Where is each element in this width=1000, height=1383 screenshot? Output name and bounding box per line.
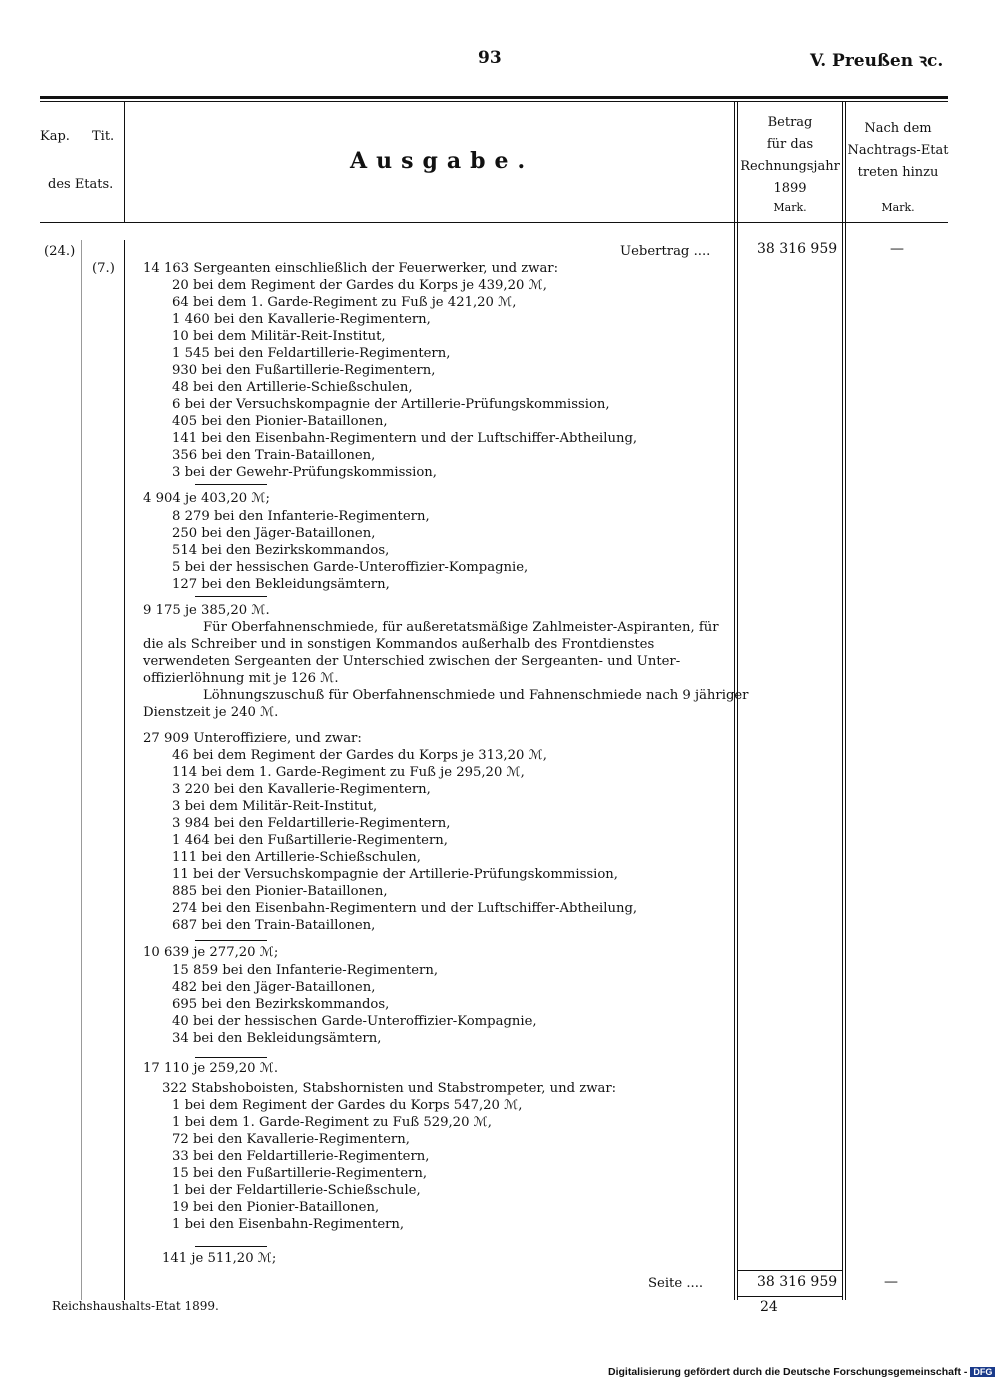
- header-des-etats: des Etats.: [48, 177, 114, 192]
- uebertrag-amount: 38 316 959: [757, 241, 838, 257]
- body-line: 46 bei dem Regiment der Gardes du Korps je 313,20 ℳ,: [172, 748, 547, 763]
- subtotal-rule-2: [195, 596, 267, 597]
- body-line: 141 je 511,20 ℳ;: [162, 1251, 277, 1266]
- unit-nachtrag: Mark.: [881, 201, 915, 214]
- body-line: Dienstzeit je 240 ℳ.: [143, 705, 279, 720]
- page-number: 93: [478, 48, 502, 68]
- uebertrag-label: Uebertrag ....: [620, 244, 711, 259]
- body-line: 274 bei den Eisenbahn-Regimentern und der Luftschiffer-Abtheilung,: [172, 901, 638, 916]
- seite-label: Seite ....: [648, 1276, 704, 1291]
- body-line: 930 bei den Fußartillerie-Regimentern,: [172, 363, 436, 378]
- body-line: 48 bei den Artillerie-Schießschulen,: [172, 380, 413, 395]
- tit-value: (7.): [92, 261, 115, 276]
- body-line: 1 bei dem 1. Garde-Regiment zu Fuß 529,20 ℳ,: [172, 1115, 492, 1130]
- subtotal-rule-3: [195, 940, 267, 941]
- col-divider-kap: [81, 240, 82, 1300]
- body-line: 1 bei der Feldartillerie-Schießschule,: [172, 1183, 421, 1198]
- dfg-logo: DFG: [970, 1367, 995, 1377]
- body-line: 1 bei dem Regiment der Gardes du Korps 547,20 ℳ,: [172, 1098, 523, 1113]
- body-line: 3 220 bei den Kavallerie-Regimentern,: [172, 782, 431, 797]
- body-line: 3 bei der Gewehr-Prüfungskommission,: [172, 465, 437, 480]
- body-line: 4 904 je 403,20 ℳ;: [143, 491, 270, 506]
- dfg-credit: Digitalisierung gefördert durch die Deutsche Forschungsgemeinschaft - DFG: [608, 1366, 995, 1378]
- header-rule-thick: [40, 96, 948, 99]
- body-line: 111 bei den Artillerie-Schießschulen,: [172, 850, 421, 865]
- body-line: 3 bei dem Militär-Reit-Institut,: [172, 799, 378, 814]
- body-line: 8 279 bei den Infanterie-Regimentern,: [172, 509, 430, 524]
- kap-value: (24.): [44, 244, 76, 259]
- body-line: 5 bei der hessischen Garde-Unteroffizier-Kompagnie,: [172, 560, 529, 575]
- body-line: 40 bei der hessischen Garde-Unteroffizier-Kompagnie,: [172, 1014, 537, 1029]
- body-line: Für Oberfahnenschmiede, für außeretatsmäßige Zahlmeister-Aspiranten, für: [203, 620, 719, 635]
- body-line: 1 464 bei den Fußartillerie-Regimentern,: [172, 833, 448, 848]
- body-line: 11 bei der Versuchskompagnie der Artillerie-Prüfungskommission,: [172, 867, 618, 882]
- body-line: Löhnungszuschuß für Oberfahnenschmiede und Fahnenschmiede nach 9 jähriger: [203, 688, 749, 703]
- body-line: 695 bei den Bezirkskommandos,: [172, 997, 390, 1012]
- body-line: 1 545 bei den Feldartillerie-Regimentern,: [172, 346, 451, 361]
- col-divider-nachtrag: [842, 102, 843, 1300]
- body-line: 20 bei dem Regiment der Gardes du Korps je 439,20 ℳ,: [172, 278, 547, 293]
- body-line: 250 bei den Jäger-Bataillonen,: [172, 526, 376, 541]
- footer-page: 24: [760, 1299, 778, 1315]
- uebertrag-dash: —: [890, 241, 904, 257]
- footer-etat: Reichshaushalts-Etat 1899.: [52, 1299, 219, 1313]
- body-line: 141 bei den Eisenbahn-Regimentern und der Luftschiffer-Abtheilung,: [172, 431, 638, 446]
- seite-dash: —: [884, 1274, 898, 1290]
- body-line: 19 bei den Pionier-Bataillonen,: [172, 1200, 380, 1215]
- subtotal-rule-1: [195, 484, 267, 485]
- body-line: verwendeten Sergeanten der Unterschied zwischen der Sergeanten- und Unter-: [143, 654, 681, 669]
- body-line: 6 bei der Versuchskompagnie der Artillerie-Prüfungskommission,: [172, 397, 610, 412]
- body-line: 10 639 je 277,20 ℳ;: [143, 945, 279, 960]
- body-line: 322 Stabshoboisten, Stabshornisten und Stabstrompeter, und zwar:: [162, 1081, 617, 1096]
- header-kap: Kap.: [40, 129, 70, 144]
- section-title: V. Preußen ꝛc.: [810, 51, 944, 71]
- header-bottom-rule: [40, 222, 948, 223]
- body-line: die als Schreiber und in sonstigen Kommandos außerhalb des Frontdienstes: [143, 637, 655, 652]
- body-line: 15 859 bei den Infanterie-Regimentern,: [172, 963, 439, 978]
- body-line: 687 bei den Train-Bataillonen,: [172, 918, 376, 933]
- body-line: 3 984 bei den Feldartillerie-Regimentern,: [172, 816, 451, 831]
- subtotal-rule-5: [195, 1246, 267, 1247]
- col-divider-nachtrag-2: [845, 102, 846, 1300]
- body-line: 33 bei den Feldartillerie-Regimentern,: [172, 1149, 430, 1164]
- body-line: 27 909 Unteroffiziere, und zwar:: [143, 731, 362, 746]
- header-rule-thin: [40, 101, 948, 102]
- header-tit: Tit.: [92, 129, 115, 144]
- seite-rule-top: [738, 1270, 842, 1271]
- subtotal-rule-4: [195, 1057, 267, 1058]
- body-line: 1 bei den Eisenbahn-Regimentern,: [172, 1217, 405, 1232]
- body-line: 9 175 je 385,20 ℳ.: [143, 603, 270, 618]
- header-nachtrag: Nach dem Nachtrags-Etat treten hinzu: [847, 121, 949, 180]
- body-line: 72 bei den Kavallerie-Regimentern,: [172, 1132, 410, 1147]
- col-divider-tit: [124, 102, 125, 222]
- body-line: 127 bei den Bekleidungsämtern,: [172, 577, 390, 592]
- body-line: 64 bei dem 1. Garde-Regiment zu Fuß je 421,20 ℳ,: [172, 295, 517, 310]
- seite-rule-bottom: [738, 1296, 842, 1297]
- ausgabe-title: Ausgabe.: [350, 148, 535, 174]
- body-line: 14 163 Sergeanten einschließlich der Feuerwerker, und zwar:: [143, 261, 559, 276]
- body-line: 17 110 je 259,20 ℳ.: [143, 1061, 279, 1076]
- body-line: 514 bei den Bezirkskommandos,: [172, 543, 390, 558]
- header-betrag: Betrag für das Rechnungsjahr 1899: [740, 115, 840, 196]
- body-line: offizierlöhnung mit je 126 ℳ.: [143, 671, 339, 686]
- body-line: 34 bei den Bekleidungsämtern,: [172, 1031, 382, 1046]
- body-line: 1 460 bei den Kavallerie-Regimentern,: [172, 312, 431, 327]
- col-divider-text: [124, 240, 125, 1300]
- seite-amount: 38 316 959: [757, 1274, 838, 1290]
- body-line: 15 bei den Fußartillerie-Regimentern,: [172, 1166, 428, 1181]
- body-line: 10 bei dem Militär-Reit-Institut,: [172, 329, 386, 344]
- body-line: 114 bei dem 1. Garde-Regiment zu Fuß je 295,20 ℳ,: [172, 765, 525, 780]
- body-line: 356 bei den Train-Bataillonen,: [172, 448, 376, 463]
- body-line: 405 bei den Pionier-Bataillonen,: [172, 414, 388, 429]
- unit-betrag: Mark.: [773, 201, 807, 214]
- body-line: 482 bei den Jäger-Bataillonen,: [172, 980, 376, 995]
- body-line: 885 bei den Pionier-Bataillonen,: [172, 884, 388, 899]
